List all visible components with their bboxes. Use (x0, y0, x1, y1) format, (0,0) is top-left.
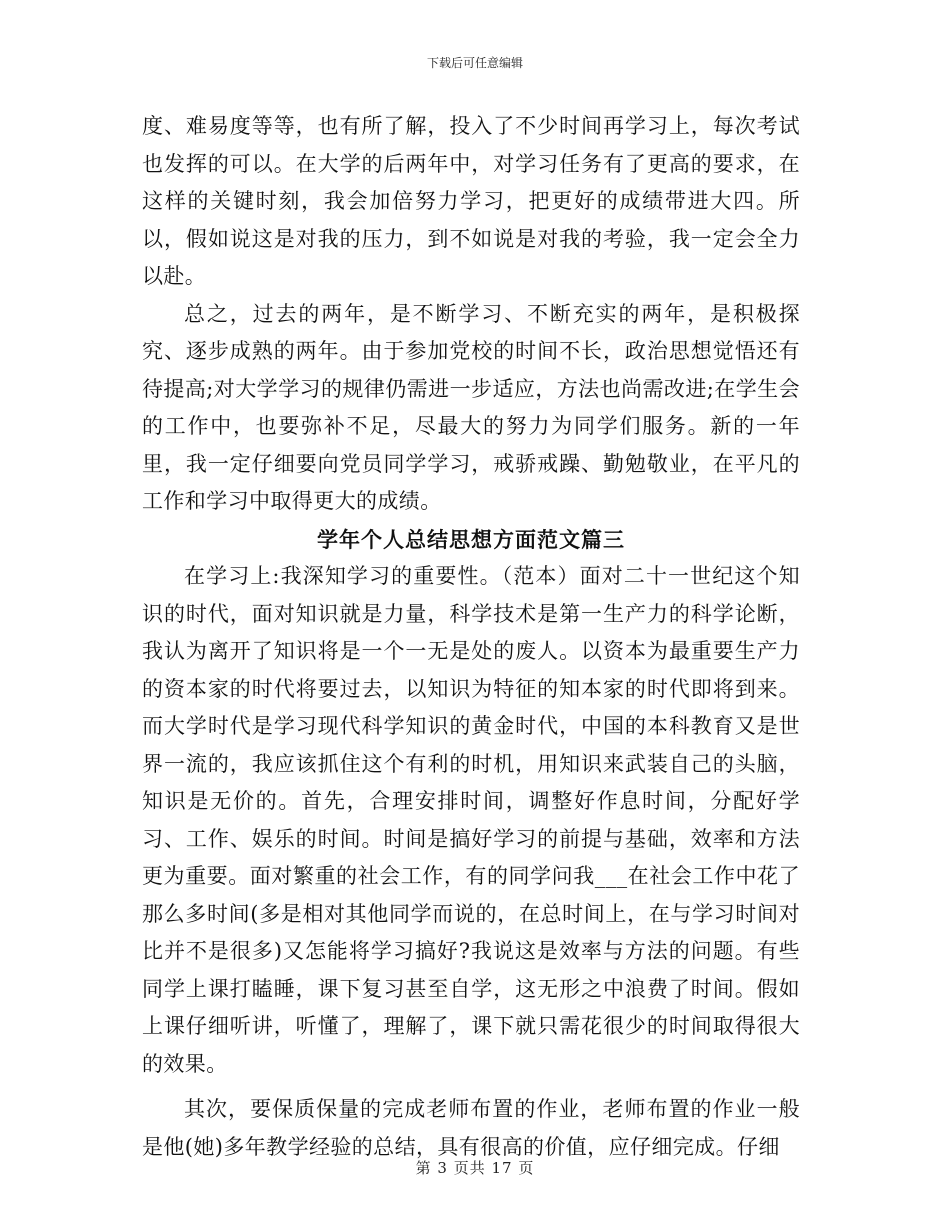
section-title: 学年个人总结思想方面范文篇三 (317, 526, 625, 552)
paragraph-study: 在学习上:我深知学习的重要性。（范本）面对二十一世纪这个知识的时代，面对知识就是力量，科学技术是第一生产力的科学论断，我认为离开了知识将是一个一无是处的废人。以资本为最重要生产力的资本家的时代将要过去，以知识为特征的知本家的时代即将到来。而大学时代是学习现代科学知识的黄金时代，中国的本科教育又是世界一流的，我应该抓住这个有利的时机，用知识来武装自己的头脑，知识是无价的。首先，合理安排时间，调整好作息时间，分配好学习、工作、娱乐的时间。时间是搞好学习的前提与基础，效率和方法更为重要。面对繁重的社会工作，有的同学问我___在社会工作中花了那么多时间(多是相对其他同学而说的，在总时间上，在与学习时间对比并不是很多)又怎能将学习搞好?我说这是效率与方法的问题。有些同学上课打瞌睡，课下复习甚至自学，这无形之中浪费了时间。假如上课仔细听讲，听懂了，理解了，课下就只需花很少的时间取得很大的效果。 (142, 564, 800, 1076)
paragraph-continuation: 度、难易度等等，也有所了解，投入了不少时间再学习上，每次考试也发挥的可以。在大学的后两年中，对学习任务有了更高的要求，在这样的关键时刻，我会加倍努力学习，把更好的成绩带进大四。所以，假如说这是对我的压力，到不如说是对我的考验，我一定会全力以赴。 (142, 114, 800, 288)
document-body (142, 108, 800, 1166)
paragraph-summary: 总之，过去的两年，是不断学习、不断充实的两年，是积极探究、逐步成熟的两年。由于参加党校的时间不长，政治思想觉悟还有待提高;对大学学习的规律仍需进一步适应，方法也尚需改进;在学生会的工作中，也要弥补不足，尽最大的努力为同学们服务。新的一年里，我一定仔细要向党员同学学习，戒骄戒躁、勤勉敬业，在平凡的工作和学习中取得更大的成绩。 (142, 301, 800, 513)
header-note: 下载后可任意编辑 (426, 56, 523, 70)
paragraph-homework: 其次，要保质保量的完成老师布置的作业，老师布置的作业一般是他(她)多年教学经验的总结，具有很高的价值，应仔细完成。仔细 (142, 1097, 800, 1159)
page-number: 第 3 页共 17 页 (415, 1159, 535, 1177)
